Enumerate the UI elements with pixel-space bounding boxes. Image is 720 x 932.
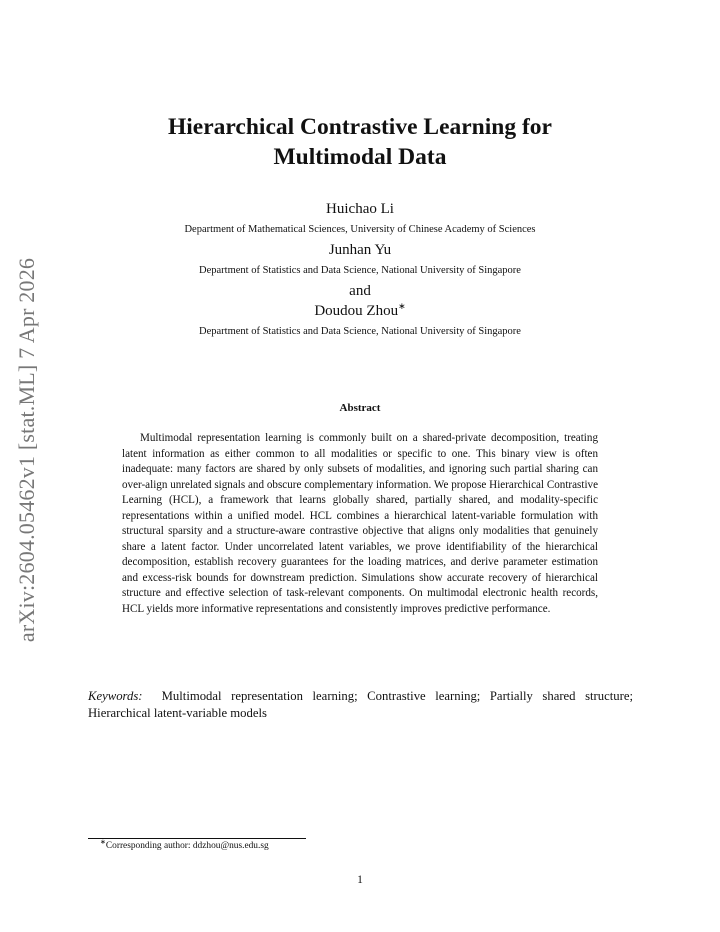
author-block — [60, 199, 660, 342]
author-2-name — [60, 240, 660, 260]
author-2-affiliation: Department of Statistics and Data Science, National University of Singapore — [199, 265, 521, 276]
author-1-affiliation: Department of Mathematical Sciences, University of Chinese Academy of Sciences — [184, 224, 536, 235]
page-number: 1 — [357, 874, 363, 886]
abstract-heading: Abstract — [339, 402, 381, 414]
keywords — [88, 688, 633, 722]
keywords-label: Keywords: — [88, 689, 143, 703]
keywords-text: Multimodal representation learning; Contrastive learning; Partially shared structure; Hierarchical latent-variable models — [88, 689, 633, 720]
author-3-affiliation: Department of Statistics and Data Science, National University of Singapore — [199, 326, 521, 337]
footnote-rule — [88, 838, 306, 839]
abstract-body: Multimodal representation learning is commonly built on a shared-private decomposition, treating latent information as either common to all modalities or specific to one. This binary view is often inadequate: many factors are shared by only subsets of modalities, and ignoring such partial sharing can over-align unrelated signals and obscure complementary information. We propose Hierarchical Contrastive Learning (HCL), a framework that learns globally shared, partially shared, and modality-specific representations within a unified model. HCL combines a hierarchical latent-variable formulation with structural sparsity and a structure-aware contrastive objective that aligns only modalities that genuinely share a latent factor. Under uncorrelated latent variables, we prove identifiability of the hierarchical decomposition, establish recovery guarantees for the loading matrices, and derive parameter estimation and excess-risk bounds for downstream prediction. Simulations show accurate recovery of hierarchical structure and effective selection of task-relevant components. On multimodal electronic health records, HCL yields more informative representations and consistently improves predictive performance. — [122, 432, 598, 615]
author-2-name-text: Junhan Yu — [328, 242, 392, 258]
arxiv-stamp-text: arXiv:2604.05462v1 [stat.ML] 7 Apr 2026 — [14, 257, 39, 643]
paper-title — [60, 112, 660, 172]
footnote-mark: ∗ — [100, 837, 106, 846]
footnote — [100, 837, 269, 853]
author-1-name — [60, 199, 660, 219]
footnote-text: Corresponding author: ddzhou@nus.edu.sg — [105, 841, 269, 851]
arxiv-side-stamp — [12, 255, 42, 645]
title-line-2: Multimodal Data — [273, 144, 447, 170]
author-1-name-text: Huichao Li — [326, 201, 394, 217]
author-3-name — [60, 301, 660, 321]
author-3-name-text: Doudou Zhou — [314, 303, 399, 319]
corresponding-author-mark: ∗ — [398, 301, 406, 311]
title-line-1: Hierarchical Contrastive Learning for — [168, 114, 552, 140]
and-connector: and — [349, 283, 371, 299]
